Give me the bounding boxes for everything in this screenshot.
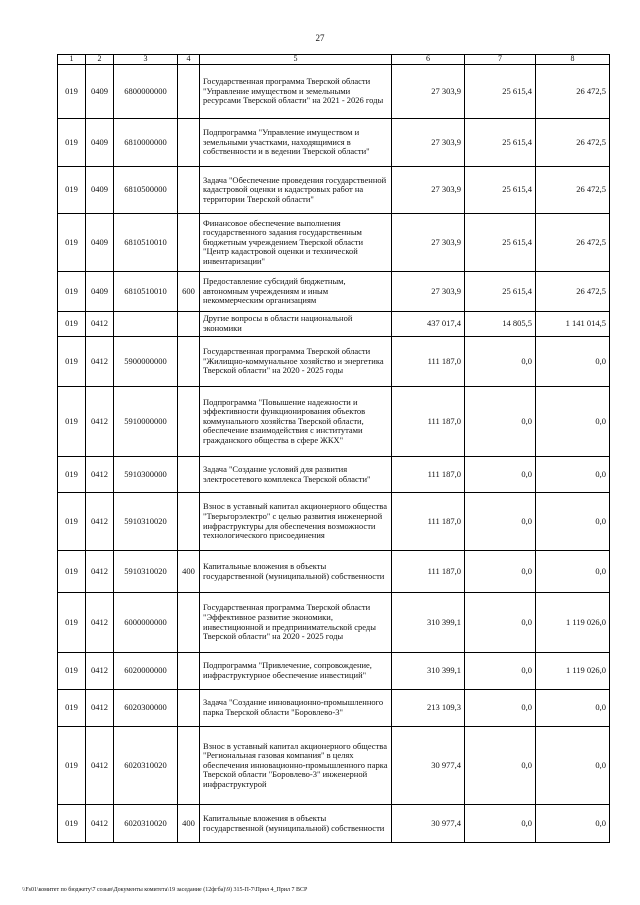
table-row [58,312,610,337]
expense-type-cell [178,387,200,457]
expense-type-cell [178,593,200,653]
item-name-cell: Подпрограмма "Привлечение, сопровождение, инфраструктурное обеспечение инвестиций" [200,653,392,690]
amount-year3-cell: 0,0 [536,805,610,843]
ministry-code-cell: 019 [58,214,86,272]
amount-year3-cell: 26 472,5 [536,167,610,214]
item-name-cell: Другие вопросы в области национальной экономики [200,312,392,337]
target-code-cell: 6810510010 [114,272,178,312]
amount-year3-cell: 26 472,5 [536,65,610,119]
expense-type-cell: 400 [178,551,200,593]
amount-year3-cell: 26 472,5 [536,119,610,167]
item-name-cell: Капитальные вложения в объекты государственной (муниципальной) собственности [200,805,392,843]
section-code-cell: 0412 [86,312,114,337]
amount-year3-cell: 26 472,5 [536,272,610,312]
amount-year3-cell: 0,0 [536,690,610,727]
target-code-cell [114,312,178,337]
amount-year1-cell: 111 187,0 [392,337,465,387]
amount-year2-cell: 0,0 [465,457,536,493]
table-row [58,805,610,843]
table-row [58,119,610,167]
column-number-row [58,55,610,65]
column-header: 1 [58,55,86,65]
table-row [58,272,610,312]
table-row [58,551,610,593]
amount-year1-cell: 111 187,0 [392,387,465,457]
expense-type-cell [178,457,200,493]
section-code-cell: 0412 [86,457,114,493]
target-code-cell: 6000000000 [114,593,178,653]
amount-year2-cell: 0,0 [465,690,536,727]
ministry-code-cell: 019 [58,65,86,119]
target-code-cell: 6020310020 [114,805,178,843]
file-path-footer: \\Fs01\комитет по бюджету\7 созыв\Документы комитета\19 заседание (12фгба)\9) 315-П-7\Прил 4_Прил 7 ВСР [22,887,308,893]
amount-year3-cell: 0,0 [536,551,610,593]
item-name-cell: Задача "Создание инновационно-промышленного парка Тверской области "Боровлево-3" [200,690,392,727]
ministry-code-cell: 019 [58,387,86,457]
expense-type-cell [178,337,200,387]
ministry-code-cell: 019 [58,727,86,805]
amount-year2-cell: 25 615,4 [465,167,536,214]
section-code-cell: 0409 [86,272,114,312]
amount-year3-cell: 1 119 026,0 [536,593,610,653]
section-code-cell: 0409 [86,65,114,119]
column-header: 3 [114,55,178,65]
amount-year3-cell: 0,0 [536,387,610,457]
expense-type-cell [178,653,200,690]
table-row [58,593,610,653]
table-row [58,214,610,272]
section-code-cell: 0412 [86,337,114,387]
target-code-cell: 5900000000 [114,337,178,387]
amount-year1-cell: 310 399,1 [392,653,465,690]
column-header: 7 [465,55,536,65]
amount-year2-cell: 25 615,4 [465,119,536,167]
ministry-code-cell: 019 [58,805,86,843]
ministry-code-cell: 019 [58,593,86,653]
amount-year1-cell: 30 977,4 [392,727,465,805]
amount-year3-cell: 26 472,5 [536,214,610,272]
target-code-cell: 5910300000 [114,457,178,493]
amount-year3-cell: 0,0 [536,727,610,805]
amount-year2-cell: 0,0 [465,387,536,457]
expense-type-cell: 400 [178,805,200,843]
amount-year1-cell: 111 187,0 [392,551,465,593]
expense-type-cell [178,690,200,727]
item-name-cell: Задача "Создание условий для развития электросетевого комплекса Тверской области" [200,457,392,493]
table-row [58,690,610,727]
section-code-cell: 0409 [86,119,114,167]
amount-year3-cell: 0,0 [536,337,610,387]
expense-type-cell [178,214,200,272]
ministry-code-cell: 019 [58,272,86,312]
ministry-code-cell: 019 [58,653,86,690]
amount-year1-cell: 27 303,9 [392,65,465,119]
item-name-cell: Задача "Обеспечение проведения государственной кадастровой оценки и кадастровых работ на территории Тверской области" [200,167,392,214]
table-row [58,727,610,805]
amount-year2-cell: 0,0 [465,805,536,843]
amount-year2-cell: 0,0 [465,653,536,690]
amount-year2-cell: 0,0 [465,593,536,653]
item-name-cell: Взнос в уставный капитал акционерного общества "Региональная газовая компания" в целях обеспечения инновационно-промышленного парка Тверской области "Боровлево-3" инженерной инфраструктурой [200,727,392,805]
target-code-cell: 6800000000 [114,65,178,119]
column-header: 6 [392,55,465,65]
item-name-cell: Подпрограмма "Повышение надежности и эффективности функционирования объектов коммунального хозяйства Тверской области, обеспечение взаимодействия с институтами гражданского общества в сфере ЖКХ" [200,387,392,457]
section-code-cell: 0412 [86,387,114,457]
item-name-cell: Финансовое обеспечение выполнения государственного задания государственным бюджетным учреждением Тверской области "Центр кадастровой оценки и технической инвентаризации" [200,214,392,272]
target-code-cell: 6020300000 [114,690,178,727]
section-code-cell: 0412 [86,593,114,653]
amount-year1-cell: 27 303,9 [392,167,465,214]
expense-type-cell [178,119,200,167]
amount-year2-cell: 14 805,5 [465,312,536,337]
amount-year1-cell: 213 109,3 [392,690,465,727]
section-code-cell: 0412 [86,653,114,690]
amount-year1-cell: 27 303,9 [392,119,465,167]
column-header: 2 [86,55,114,65]
amount-year3-cell: 1 119 026,0 [536,653,610,690]
page-number: 27 [315,33,325,43]
target-code-cell: 6810000000 [114,119,178,167]
amount-year2-cell: 0,0 [465,493,536,551]
column-header: 5 [200,55,392,65]
amount-year1-cell: 30 977,4 [392,805,465,843]
item-name-cell: Взнос в уставный капитал акционерного общества "Тверьгорэлектро" с целью развития инженерной инфраструктуры для обеспечения возможности технологического присоединения [200,493,392,551]
column-header: 4 [178,55,200,65]
expense-type-cell [178,167,200,214]
ministry-code-cell: 019 [58,167,86,214]
section-code-cell: 0409 [86,167,114,214]
budget-table [57,54,610,843]
ministry-code-cell: 019 [58,119,86,167]
ministry-code-cell: 019 [58,493,86,551]
section-code-cell: 0412 [86,727,114,805]
amount-year3-cell: 0,0 [536,457,610,493]
section-code-cell: 0412 [86,493,114,551]
ministry-code-cell: 019 [58,312,86,337]
amount-year1-cell: 111 187,0 [392,493,465,551]
ministry-code-cell: 019 [58,457,86,493]
target-code-cell: 5910310020 [114,493,178,551]
item-name-cell: Государственная программа Тверской области "Управление имуществом и земельными ресурсами Тверской области" на 2021 - 2026 годы [200,65,392,119]
target-code-cell: 5910000000 [114,387,178,457]
item-name-cell: Государственная программа Тверской области "Жилищно-коммунальное хозяйство и энергетика Тверской области" на 2020 - 2025 годы [200,337,392,387]
amount-year1-cell: 111 187,0 [392,457,465,493]
expense-type-cell [178,312,200,337]
section-code-cell: 0412 [86,805,114,843]
table-row [58,493,610,551]
amount-year1-cell: 310 399,1 [392,593,465,653]
section-code-cell: 0412 [86,690,114,727]
ministry-code-cell: 019 [58,551,86,593]
expense-type-cell [178,727,200,805]
table-row [58,167,610,214]
amount-year1-cell: 437 017,4 [392,312,465,337]
table-row [58,337,610,387]
amount-year1-cell: 27 303,9 [392,214,465,272]
target-code-cell: 5910310020 [114,551,178,593]
table-row [58,387,610,457]
amount-year2-cell: 25 615,4 [465,65,536,119]
table-row [58,653,610,690]
item-name-cell: Предоставление субсидий бюджетным, автономным учреждениям и иным некоммерческим организациям [200,272,392,312]
expense-type-cell [178,65,200,119]
ministry-code-cell: 019 [58,337,86,387]
ministry-code-cell: 019 [58,690,86,727]
section-code-cell: 0412 [86,551,114,593]
target-code-cell: 6020310020 [114,727,178,805]
amount-year1-cell: 27 303,9 [392,272,465,312]
amount-year2-cell: 0,0 [465,551,536,593]
expense-type-cell: 600 [178,272,200,312]
expense-type-cell [178,493,200,551]
item-name-cell: Капитальные вложения в объекты государственной (муниципальной) собственности [200,551,392,593]
target-code-cell: 6810510010 [114,214,178,272]
item-name-cell: Государственная программа Тверской области "Эффективное развитие экономики, инвестиционной и предпринимательской среды Тверской области" на 2020 - 2025 годы [200,593,392,653]
amount-year2-cell: 25 615,4 [465,214,536,272]
amount-year3-cell: 0,0 [536,493,610,551]
column-header: 8 [536,55,610,65]
section-code-cell: 0409 [86,214,114,272]
table-row [58,65,610,119]
amount-year2-cell: 0,0 [465,727,536,805]
target-code-cell: 6020000000 [114,653,178,690]
target-code-cell: 6810500000 [114,167,178,214]
amount-year2-cell: 0,0 [465,337,536,387]
item-name-cell: Подпрограмма "Управление имуществом и земельными участками, находящимися в собственности и в ведении Тверской области" [200,119,392,167]
table-row [58,457,610,493]
amount-year3-cell: 1 141 014,5 [536,312,610,337]
amount-year2-cell: 25 615,4 [465,272,536,312]
